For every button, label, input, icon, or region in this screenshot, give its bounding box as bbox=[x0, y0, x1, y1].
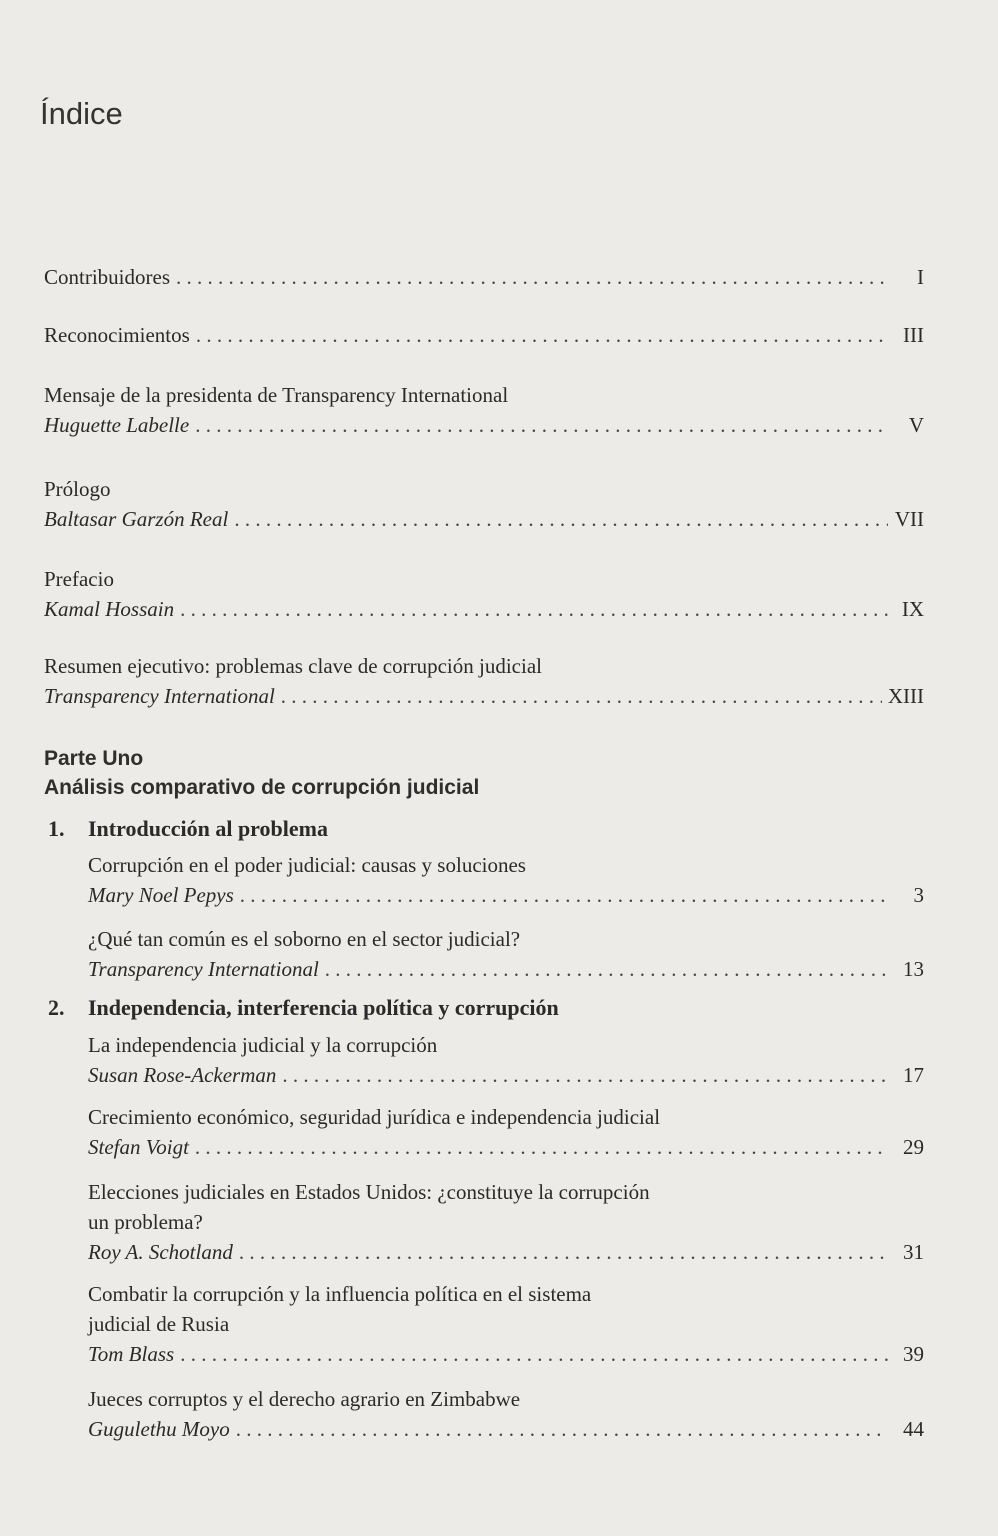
chapter-heading bbox=[48, 814, 328, 844]
page-number: III bbox=[903, 323, 924, 347]
leader-dots bbox=[180, 594, 888, 624]
entry-title: Prólogo bbox=[44, 477, 111, 501]
entry-author: Roy A. Schotland bbox=[88, 1240, 233, 1264]
entry-title-line-2: judicial de Rusia bbox=[88, 1312, 230, 1336]
entry-author: Kamal Hossain bbox=[44, 597, 175, 621]
entry-author: Baltasar Garzón Real bbox=[44, 507, 229, 531]
entry-author: Susan Rose-Ackerman bbox=[88, 1063, 277, 1087]
toc-entry bbox=[88, 1279, 924, 1369]
page-title: Índice bbox=[40, 96, 123, 131]
toc-entry-contribuidores bbox=[44, 262, 924, 292]
chapter-number: 2. bbox=[48, 995, 65, 1020]
entry-author: Transparency International bbox=[88, 957, 319, 981]
toc-entry bbox=[88, 1384, 924, 1444]
entry-author: Gugulethu Moyo bbox=[88, 1417, 230, 1441]
entry-title: Contribuidores bbox=[44, 265, 170, 289]
leader-dots bbox=[282, 1060, 888, 1090]
page-number: 3 bbox=[913, 883, 924, 907]
page-number: 31 bbox=[903, 1240, 924, 1264]
page-number: I bbox=[917, 265, 924, 289]
leader-dots bbox=[195, 410, 888, 440]
entry-author: Mary Noel Pepys bbox=[88, 883, 234, 907]
leader-dots bbox=[196, 320, 888, 350]
toc-entry-resumen bbox=[44, 651, 924, 711]
entry-title: Reconocimientos bbox=[44, 323, 190, 347]
leader-dots bbox=[180, 1339, 888, 1369]
toc-entry-reconocimientos bbox=[44, 320, 924, 350]
entry-title: Jueces corruptos y el derecho agrario en Zimbabwe bbox=[88, 1387, 521, 1411]
page-number: 39 bbox=[903, 1342, 924, 1366]
toc-entry bbox=[88, 1177, 924, 1267]
leader-dots bbox=[239, 1237, 888, 1267]
entry-title: ¿Qué tan común es el soborno en el sector judicial? bbox=[88, 927, 521, 951]
entry-title: Mensaje de la presidenta de Transparency International bbox=[44, 383, 509, 407]
page-number: 29 bbox=[903, 1135, 924, 1159]
entry-author: Stefan Voigt bbox=[88, 1135, 189, 1159]
toc-entry bbox=[88, 1102, 924, 1162]
entry-title: Prefacio bbox=[44, 567, 114, 591]
toc-entry-mensaje bbox=[44, 380, 924, 440]
leader-dots bbox=[234, 504, 888, 534]
chapter-title: Introducción al problema bbox=[88, 816, 328, 841]
toc-entry-prefacio bbox=[44, 564, 924, 624]
part-label: Parte Uno bbox=[44, 747, 144, 770]
entry-title: La independencia judicial y la corrupción bbox=[88, 1033, 438, 1057]
toc-entry bbox=[88, 924, 924, 984]
chapter-heading bbox=[48, 993, 559, 1023]
leader-dots bbox=[195, 1132, 888, 1162]
leader-dots bbox=[281, 681, 882, 711]
toc-entry bbox=[88, 850, 924, 910]
page-number: XIII bbox=[887, 684, 924, 708]
leader-dots bbox=[236, 1414, 888, 1444]
page-number: 13 bbox=[903, 957, 924, 981]
entry-title: Corrupción en el poder judicial: causas y soluciones bbox=[88, 853, 526, 877]
leader-dots bbox=[325, 954, 888, 984]
entry-title-line-2: un problema? bbox=[88, 1210, 203, 1234]
leader-dots bbox=[240, 880, 888, 910]
page-number: IX bbox=[901, 597, 924, 621]
page-number: 44 bbox=[903, 1417, 924, 1441]
entry-author: Tom Blass bbox=[88, 1342, 175, 1366]
toc-entry bbox=[88, 1030, 924, 1090]
page-number: V bbox=[908, 413, 924, 437]
page-number: 17 bbox=[903, 1063, 924, 1087]
entry-title-line-1: Combatir la corrupción y la influencia política en el sistema bbox=[88, 1282, 592, 1306]
chapter-number: 1. bbox=[48, 816, 65, 841]
entry-author: Transparency International bbox=[44, 684, 275, 708]
entry-author: Huguette Labelle bbox=[44, 413, 190, 437]
part-title: Análisis comparativo de corrupción judicial bbox=[44, 776, 480, 799]
toc-entry-prologo bbox=[44, 474, 924, 534]
entry-title: Resumen ejecutivo: problemas clave de corrupción judicial bbox=[44, 654, 542, 678]
page-number: VII bbox=[894, 507, 924, 531]
chapter-title: Independencia, interferencia política y corrupción bbox=[88, 995, 559, 1020]
entry-title: Crecimiento económico, seguridad jurídica e independencia judicial bbox=[88, 1105, 661, 1129]
leader-dots bbox=[176, 262, 888, 292]
entry-title-line-1: Elecciones judiciales en Estados Unidos: ¿constituye la corrupción bbox=[88, 1180, 650, 1204]
